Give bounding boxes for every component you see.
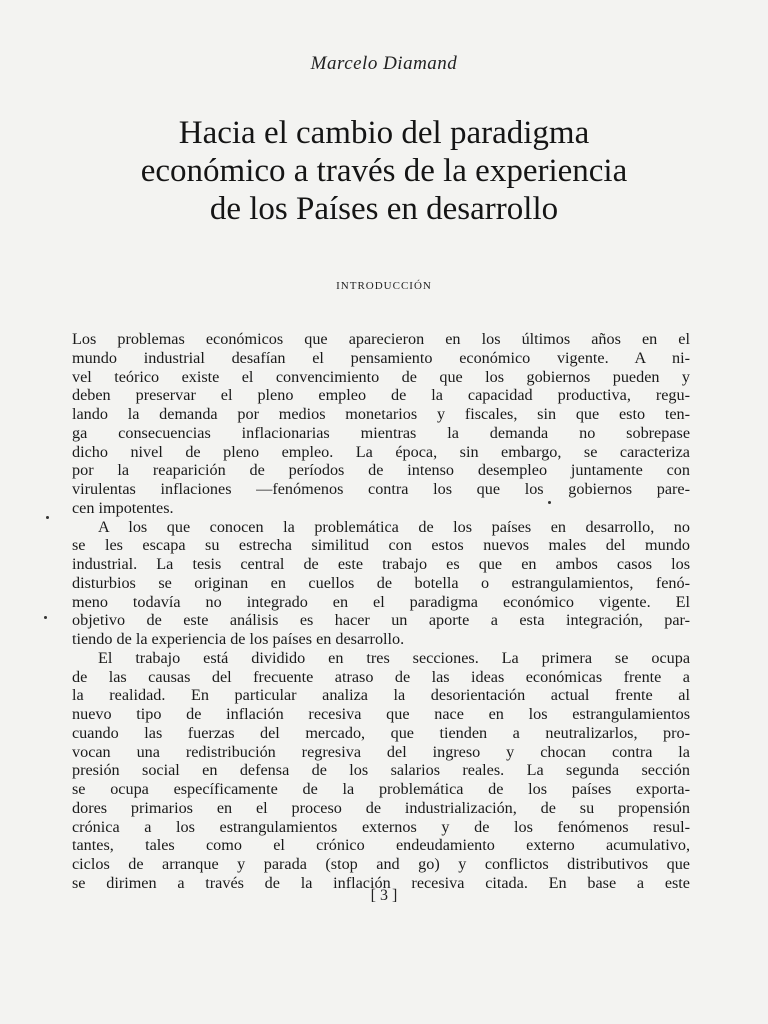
text-line: se les escapa su estrecha similitud con estos nuevos males del mundo (72, 536, 690, 555)
text-line: lando la demanda por medios monetarios y fiscales, sin que esto ten- (72, 405, 690, 423)
text-line: vocan una redistribución regresiva del ingreso y chocan contra la (72, 742, 690, 761)
text-line: cen impotentes. (72, 498, 174, 517)
title-line: Hacia el cambio del paradigma (178, 115, 590, 151)
text-line: Los problemas económicos que aparecieron en los últimos años en el (72, 330, 690, 348)
body-text (72, 330, 690, 893)
text-line: A los que conocen la problemática de los países en desarrollo, no (98, 517, 690, 536)
paragraph (72, 518, 690, 649)
text-line: meno todavía no integrado en el paradigma económico vigente. El (72, 592, 690, 611)
text-line: mundo industrial desafían el pensamiento económico vigente. A ni- (72, 348, 690, 367)
text-line: crónica a los estrangulamientos externos y de los fenómenos resul- (72, 817, 690, 836)
text-line: presión social en defensa de los salarios reales. La segunda sección (72, 761, 690, 780)
text-line: dicho nivel de pleno empleo. La época, sin embargo, se caracteriza (72, 442, 690, 461)
text-line: ga consecuencias inflacionarias mientras la demanda no sobrepase (72, 423, 690, 442)
text-line: de las causas del frecuente atraso de las ideas económicas frente a (72, 667, 690, 686)
text-line: disturbios se originan en cuellos de botella o estrangulamientos, fenó- (72, 573, 690, 592)
text-line: se ocupa específicamente de la problemática de los países exporta- (72, 780, 690, 798)
text-line: tantes, tales como el crónico endeudamiento externo acumulativo, (72, 836, 690, 855)
paragraph (72, 330, 690, 518)
text-line: El trabajo está dividido en tres secciones. La primera se ocupa (98, 648, 690, 667)
text-line: industrial. La tesis central de este trabajo es que en ambos casos los (72, 555, 690, 573)
paragraph (72, 649, 690, 893)
title-line: económico a través de la experiencia (140, 153, 628, 189)
author-name: Marcelo Diamand (310, 53, 458, 74)
text-line: ciclos de arranque y parada (stop and go) y conflictos distributivos que (72, 855, 690, 873)
text-line: deben preservar el pleno empleo de la capacidad productiva, regu- (72, 386, 690, 405)
text-line: por la reaparición de períodos de intenso desempleo juntamente con (72, 461, 690, 480)
title-line: de los Países en desarrollo (209, 191, 559, 227)
section-heading: INTRODUCCIÓN (336, 280, 432, 292)
text-line: nuevo tipo de inflación recesiva que nace en los estrangulamientos (72, 705, 690, 723)
text-line: la realidad. En particular analiza la desorientación actual frente al (72, 686, 690, 705)
text-line: tiendo de la experiencia de los países en desarrollo. (72, 630, 405, 648)
page-number: [ 3 ] (370, 887, 398, 904)
text-line: objetivo de este análisis es hacer un aporte a esta integración, par- (72, 611, 690, 630)
text-line: dores primarios en el proceso de industrialización, de su propensión (72, 798, 690, 817)
scan-speck (44, 616, 47, 619)
text-line: cuando las fuerzas del mercado, que tienden a neutralizarlos, pro- (72, 723, 690, 742)
text-line: se dirimen a través de la inflación recesiva citada. En base a este (72, 873, 690, 892)
scan-speck (548, 501, 551, 504)
text-line: virulentas inflaciones —fenómenos contra los que los gobiernos pare- (72, 480, 690, 498)
article-title (40, 114, 728, 228)
scan-speck (46, 516, 49, 519)
text-line: vel teórico existe el convencimiento de que los gobiernos pueden y (72, 367, 690, 386)
